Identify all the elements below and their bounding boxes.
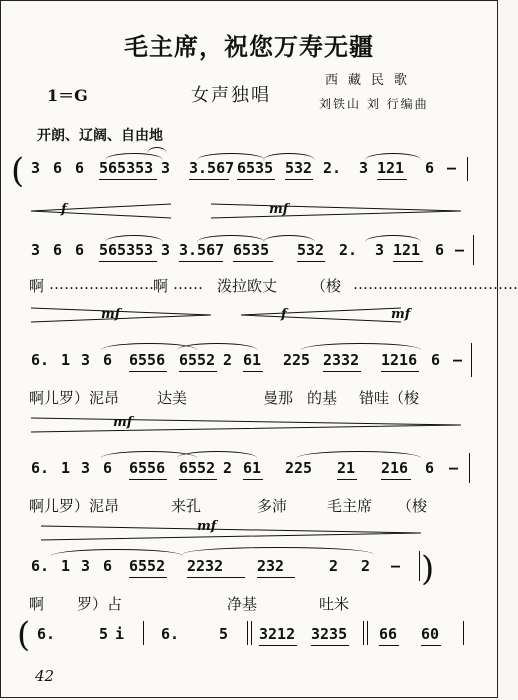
- note: 121: [393, 241, 421, 259]
- beam-underline: [179, 479, 217, 480]
- note: 6556: [129, 459, 166, 477]
- bar-line: [367, 621, 368, 645]
- note: 6.: [31, 459, 50, 477]
- note: 3: [375, 241, 385, 259]
- note: 216: [381, 459, 409, 477]
- note: 3: [31, 241, 41, 259]
- note: –: [455, 241, 465, 259]
- tempo-marking: 开朗、辽阔、自由地: [37, 128, 163, 144]
- lyric: 吐米: [319, 595, 350, 613]
- note: 2.: [323, 159, 342, 177]
- slur: [297, 451, 421, 458]
- note: –: [453, 351, 463, 369]
- note: 60: [421, 625, 440, 643]
- beam-underline: [243, 479, 263, 480]
- note: 6552: [129, 557, 166, 575]
- note: 6: [103, 557, 113, 575]
- arranger-credit: 刘铁山 刘 行编曲: [319, 97, 429, 111]
- note: 6: [425, 159, 435, 177]
- bar-line: [363, 621, 364, 645]
- dynamic-mezzo-forte: mf: [113, 415, 133, 430]
- note: 3: [81, 459, 91, 477]
- lyric: 达美: [157, 389, 188, 407]
- note: 66: [379, 625, 398, 643]
- beam-underline: [129, 479, 167, 480]
- note: 6.: [31, 557, 50, 575]
- beam-underline: [393, 261, 423, 262]
- dynamic-mezzo-forte: mf: [269, 202, 289, 217]
- note: 3235: [311, 625, 348, 643]
- beam-underline: [189, 179, 229, 180]
- hairpin-row-2: [21, 305, 481, 325]
- note: 6: [103, 459, 113, 477]
- note: 3: [31, 159, 41, 177]
- note: 225: [283, 351, 311, 369]
- beam-underline: [297, 261, 325, 262]
- lyric: 毛主席: [327, 497, 373, 515]
- lyric: 的基: [307, 389, 338, 407]
- note: i: [115, 625, 125, 643]
- lyric: 啊: [29, 277, 45, 295]
- note: 6: [53, 241, 63, 259]
- dynamic-mezzo-forte: mf: [197, 519, 217, 534]
- note: 6552: [179, 351, 216, 369]
- note: 2: [329, 557, 339, 575]
- performer-label: 女声独唱: [191, 85, 271, 106]
- repeat-brace-open: (: [17, 615, 31, 655]
- note: 1: [61, 459, 71, 477]
- note: 3: [161, 241, 171, 259]
- bar-line: [419, 551, 420, 581]
- note: 1: [61, 557, 71, 575]
- note: 6556: [129, 351, 166, 369]
- lyric: 曼那: [263, 389, 294, 407]
- note: 2: [223, 351, 233, 369]
- beam-underline: [421, 645, 441, 646]
- bar-line: [469, 453, 470, 483]
- note: 6.: [31, 351, 50, 369]
- note: 225: [285, 459, 313, 477]
- note: 2: [361, 557, 371, 575]
- note: 1216: [381, 351, 418, 369]
- beam-underline: [337, 479, 357, 480]
- beam-underline: [257, 577, 295, 578]
- lyric: 啊: [29, 595, 45, 613]
- beam-underline: [129, 577, 167, 578]
- lyric: 来孔: [171, 497, 202, 515]
- beam-underline: [323, 371, 361, 372]
- note: 6: [53, 159, 63, 177]
- lyric: 净基: [227, 595, 258, 613]
- slur: [183, 547, 373, 554]
- dynamic-forte: f: [281, 307, 287, 322]
- note: 3212: [259, 625, 296, 643]
- beam-underline: [129, 371, 167, 372]
- beam-underline: [179, 371, 217, 372]
- note: 2332: [323, 351, 360, 369]
- lyric: ……: [173, 275, 203, 293]
- beam-underline: [187, 577, 245, 578]
- bar-line: [463, 621, 464, 645]
- lyric: 啊儿罗）泥昂: [29, 497, 120, 515]
- beam-underline: [243, 371, 263, 372]
- note: 1: [61, 351, 71, 369]
- note: 6: [425, 459, 435, 477]
- song-title: 毛主席，祝您万寿无疆: [124, 33, 374, 61]
- note: 6.: [37, 625, 56, 643]
- slur: [177, 451, 257, 458]
- repeat-brace-open: (: [11, 151, 25, 191]
- source-credit: 西藏民歌: [325, 73, 418, 88]
- beam-underline: [99, 261, 157, 262]
- slur: [301, 343, 421, 350]
- note: 5: [99, 625, 109, 643]
- note: 6: [435, 241, 445, 259]
- lyric: （梭: [397, 497, 428, 515]
- note: 3: [81, 557, 91, 575]
- bar-line: [467, 157, 468, 181]
- bar-line: [143, 621, 144, 645]
- dynamic-mezzo-forte: mf: [101, 307, 121, 322]
- note: –: [449, 459, 459, 477]
- note: 3.567: [179, 241, 225, 259]
- beam-underline: [259, 645, 297, 646]
- note: 232: [257, 557, 285, 575]
- note: 2: [223, 459, 233, 477]
- beam-underline: [311, 645, 349, 646]
- slur: [147, 147, 167, 154]
- key-signature: 1＝G: [47, 86, 88, 105]
- note: 121: [377, 159, 405, 177]
- slur: [177, 343, 257, 350]
- note: 2.: [339, 241, 358, 259]
- note: 21: [337, 459, 356, 477]
- note: –: [447, 159, 457, 177]
- lyric: 啊儿罗）泥昂: [29, 389, 120, 407]
- beam-underline: [377, 179, 407, 180]
- note: 61: [243, 459, 262, 477]
- lyric: （梭: [311, 277, 342, 295]
- note: 6552: [179, 459, 216, 477]
- note: 6: [75, 159, 85, 177]
- note: 6535: [237, 159, 274, 177]
- hairpin-row-4: [21, 523, 481, 543]
- note: 6: [103, 351, 113, 369]
- beam-underline: [233, 261, 273, 262]
- beam-underline: [237, 179, 275, 180]
- note: 3.567: [189, 159, 235, 177]
- hairpin-row-3: [21, 415, 481, 435]
- beam-underline: [179, 261, 223, 262]
- dynamic-forte: f: [61, 202, 67, 217]
- note: 565353: [99, 241, 154, 259]
- note: 6535: [233, 241, 270, 259]
- note: 6: [431, 351, 441, 369]
- note: 3: [359, 159, 369, 177]
- note: –: [391, 557, 401, 575]
- lyric: 罗）占: [77, 595, 123, 613]
- lyric: 多沛: [257, 497, 288, 515]
- bar-line: [247, 621, 248, 645]
- dynamic-mezzo-forte: mf: [391, 307, 411, 322]
- lyric: 啊: [153, 277, 169, 295]
- bar-line: [251, 621, 252, 645]
- note: 5: [219, 625, 229, 643]
- note: 565353: [99, 159, 154, 177]
- lyric: …………………: [49, 275, 154, 293]
- note: 6.: [161, 625, 180, 643]
- beam-underline: [379, 645, 399, 646]
- beam-underline: [381, 371, 419, 372]
- repeat-brace-close: ): [421, 549, 435, 589]
- note: 3: [161, 159, 171, 177]
- note: 61: [243, 351, 262, 369]
- page-number: 42: [35, 667, 55, 685]
- note: 532: [285, 159, 313, 177]
- hairpin-row-1: [21, 201, 481, 221]
- note: 2232: [187, 557, 224, 575]
- lyric: 泼拉欧丈: [217, 277, 278, 295]
- note: 3: [81, 351, 91, 369]
- beam-underline: [99, 179, 157, 180]
- bar-line: [471, 343, 472, 377]
- beam-underline: [285, 179, 313, 180]
- note: 532: [297, 241, 325, 259]
- beam-underline: [381, 479, 411, 480]
- bar-line: [473, 235, 474, 265]
- lyric: ……………………………: [353, 275, 518, 293]
- lyric: 错哇（梭: [359, 389, 420, 407]
- note: 6: [75, 241, 85, 259]
- slur: [51, 549, 183, 556]
